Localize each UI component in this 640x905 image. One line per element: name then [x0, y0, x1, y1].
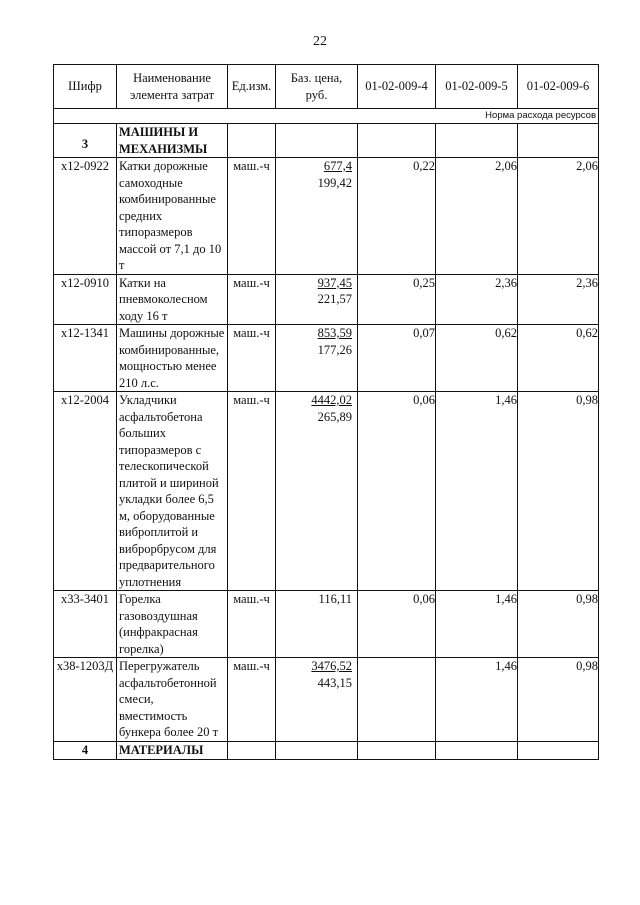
resource-unit: маш.-ч — [228, 392, 276, 591]
norm-col1: 0,25 — [358, 274, 436, 325]
resource-code: х12-0910 — [54, 274, 117, 325]
resource-name: Машины дорожные комбинированные, мощностью менее 210 л.с. — [117, 325, 228, 392]
section-row — [54, 124, 599, 158]
norm-col1: 0,07 — [358, 325, 436, 392]
resource-code: х38-1203Д — [54, 658, 117, 742]
header-price: Баз. цена, руб. — [276, 65, 358, 109]
header-col1: 01-02-009-4 — [358, 65, 436, 109]
secondary-price: 265,89 — [317, 409, 352, 424]
page-number: 22 — [313, 34, 327, 49]
base-price: 3476,52 — [311, 659, 352, 673]
resource-name: Катки на пневмоколесном ходу 16 т — [117, 274, 228, 325]
resource-name: Перегружатель асфальтобетонной смеси, вместимость бункера более 20 т — [117, 658, 228, 742]
base-price: 116,11 — [318, 592, 352, 606]
norm-col1 — [358, 658, 436, 742]
subheader-label: Норма расхода ресурсов — [54, 109, 599, 124]
norm-col1: 0,06 — [358, 392, 436, 591]
norm-col1: 0,22 — [358, 158, 436, 275]
resource-name: Укладчики асфальтобетона больших типоразмеров с телескопической плитой и шириной укладки более 6,5 м, оборудованные виброплитой и виброрбрусом для предварительного уплотнения — [117, 392, 228, 591]
table-row — [54, 658, 599, 742]
section-title: МАТЕРИАЛЫ — [117, 741, 228, 759]
header-code: Шифр — [54, 65, 117, 109]
norm-col3: 2,36 — [518, 274, 599, 325]
resource-code: х12-2004 — [54, 392, 117, 591]
resource-name: Катки дорожные самоходные комбинированные средних типоразмеров массой от 7,1 до 10 т — [117, 158, 228, 275]
resource-price — [276, 591, 358, 658]
resource-name: Горелка газовоздушная (инфракрасная горелка) — [117, 591, 228, 658]
secondary-price: 221,57 — [317, 292, 352, 306]
base-price: 4442,02 — [311, 393, 352, 407]
table-row — [54, 274, 599, 325]
norm-col2: 1,46 — [436, 658, 518, 742]
table-row — [54, 392, 599, 591]
resource-code: х12-1341 — [54, 325, 117, 392]
resource-unit: маш.-ч — [228, 274, 276, 325]
resource-unit: маш.-ч — [228, 591, 276, 658]
norm-col3: 0,98 — [518, 591, 599, 658]
resource-price — [276, 274, 358, 325]
resource-price — [276, 658, 358, 742]
norm-col3: 0,98 — [518, 658, 599, 742]
resource-code: х12-0922 — [54, 158, 117, 275]
resource-unit: маш.-ч — [228, 158, 276, 275]
table-row — [54, 158, 599, 275]
section-row — [54, 741, 599, 759]
secondary-price: 199,42 — [317, 175, 352, 190]
subheader-row — [54, 109, 599, 124]
norm-col3: 0,98 — [518, 392, 599, 591]
resource-unit: маш.-ч — [228, 325, 276, 392]
section-number: 3 — [54, 124, 117, 158]
resource-unit: маш.-ч — [228, 658, 276, 742]
norm-col2: 2,36 — [436, 274, 518, 325]
header-col2: 01-02-009-5 — [436, 65, 518, 109]
header-unit: Ед.изм. — [228, 65, 276, 109]
norm-col1: 0,06 — [358, 591, 436, 658]
base-price: 853,59 — [317, 326, 352, 340]
secondary-price: 443,15 — [317, 675, 352, 690]
secondary-price: 177,26 — [317, 342, 352, 357]
resource-price — [276, 392, 358, 591]
resource-price — [276, 325, 358, 392]
norm-col2: 1,46 — [436, 392, 518, 591]
resource-table — [53, 64, 599, 760]
base-price: 937,45 — [317, 275, 352, 290]
header-row — [54, 65, 599, 109]
table-row — [54, 325, 599, 392]
base-price: 677,4 — [323, 159, 352, 173]
table-row — [54, 591, 599, 658]
section-number: 4 — [54, 741, 117, 759]
header-col3: 01-02-009-6 — [518, 65, 599, 109]
norm-col2: 2,06 — [436, 158, 518, 275]
norm-col2: 0,62 — [436, 325, 518, 392]
section-title: МАШИНЫ И МЕХАНИЗМЫ — [117, 124, 228, 158]
resource-price — [276, 158, 358, 275]
norm-col2: 1,46 — [436, 591, 518, 658]
resource-code: х33-3401 — [54, 591, 117, 658]
header-name: Наименование элемента затрат — [117, 65, 228, 109]
norm-col3: 0,62 — [518, 325, 599, 392]
norm-col3: 2,06 — [518, 158, 599, 275]
